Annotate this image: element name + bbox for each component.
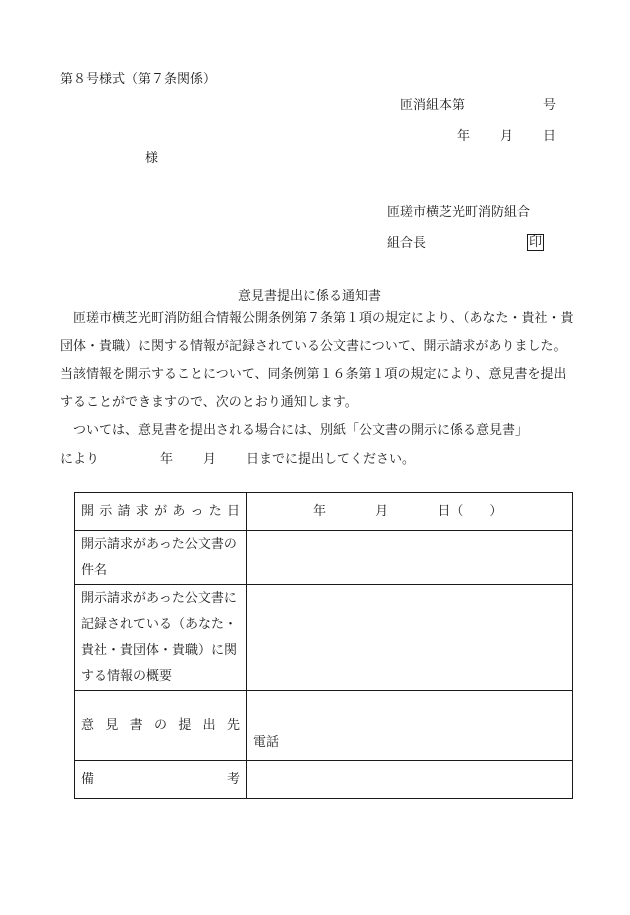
body-paragraph-2-line-1: ついては、意見書を提出される場合には、別紙「公文書の開示に係る意見書」 xyxy=(73,423,529,438)
table-label-remarks: 備考 xyxy=(75,761,247,799)
deadline-month-label: 月 xyxy=(203,452,217,467)
document-number-suffix: 号 xyxy=(543,98,557,113)
date-month-label: 月 xyxy=(500,129,514,144)
document-number-prefix: 匝消組本第 xyxy=(400,98,466,113)
document-title: 意見書提出に係る通知書 xyxy=(238,289,382,304)
request-date-day: 日（ ） xyxy=(437,504,503,519)
issuer-title: 組合長 xyxy=(387,236,427,251)
table-row xyxy=(75,493,573,531)
table-value-document-name xyxy=(247,531,573,585)
table-label-submission-destination: 意見書の提出先 xyxy=(75,691,247,761)
body-paragraph-1: 匝瑳市横芝光町消防組合情報公開条例第７条第１項の規定により、（あなた・貴社・貴団体・貴職）に関する情報が記録されている公文書について、開示請求がありました。当該情報を開示することについて、同条例第１６条第１項の規定により、意見書を提出することができますので、次のとおり通知します。 xyxy=(60,311,574,410)
body-paragraph-2-tail: 日までに提出してください。 xyxy=(246,452,416,467)
table-row xyxy=(75,691,573,761)
addressee-suffix: 様 xyxy=(145,151,159,166)
table-value-request-date xyxy=(247,493,573,531)
table-value-submission-destination xyxy=(247,691,573,761)
phone-label: 電話 xyxy=(253,735,280,750)
request-date-month: 月 xyxy=(375,504,389,519)
table-value-remarks xyxy=(247,761,573,799)
seal-mark: 印 xyxy=(529,235,543,250)
date-day-label: 日 xyxy=(543,129,557,144)
notice-detail-table xyxy=(74,492,573,799)
issuer-organization: 匝瑳市横芝光町消防組合 xyxy=(387,205,531,220)
table-row xyxy=(75,585,573,691)
table-label-info-summary: 開示請求があった公文書に記録されている（あなた・貴社・貴団体・貴職）に関する情報の概要 xyxy=(75,585,247,691)
body-paragraph-2-prefix: により xyxy=(60,452,100,467)
table-row xyxy=(75,761,573,799)
deadline-year-label: 年 xyxy=(160,452,174,467)
request-date-year: 年 xyxy=(313,504,327,519)
table-label-request-date: 開示請求があった日 xyxy=(75,493,247,531)
table-label-document-name: 開示請求があった公文書の件名 xyxy=(75,531,247,585)
table-value-info-summary xyxy=(247,585,573,691)
date-year-label: 年 xyxy=(457,129,471,144)
form-number: 第８号様式（第７条関係） xyxy=(60,72,217,87)
table-row xyxy=(75,531,573,585)
